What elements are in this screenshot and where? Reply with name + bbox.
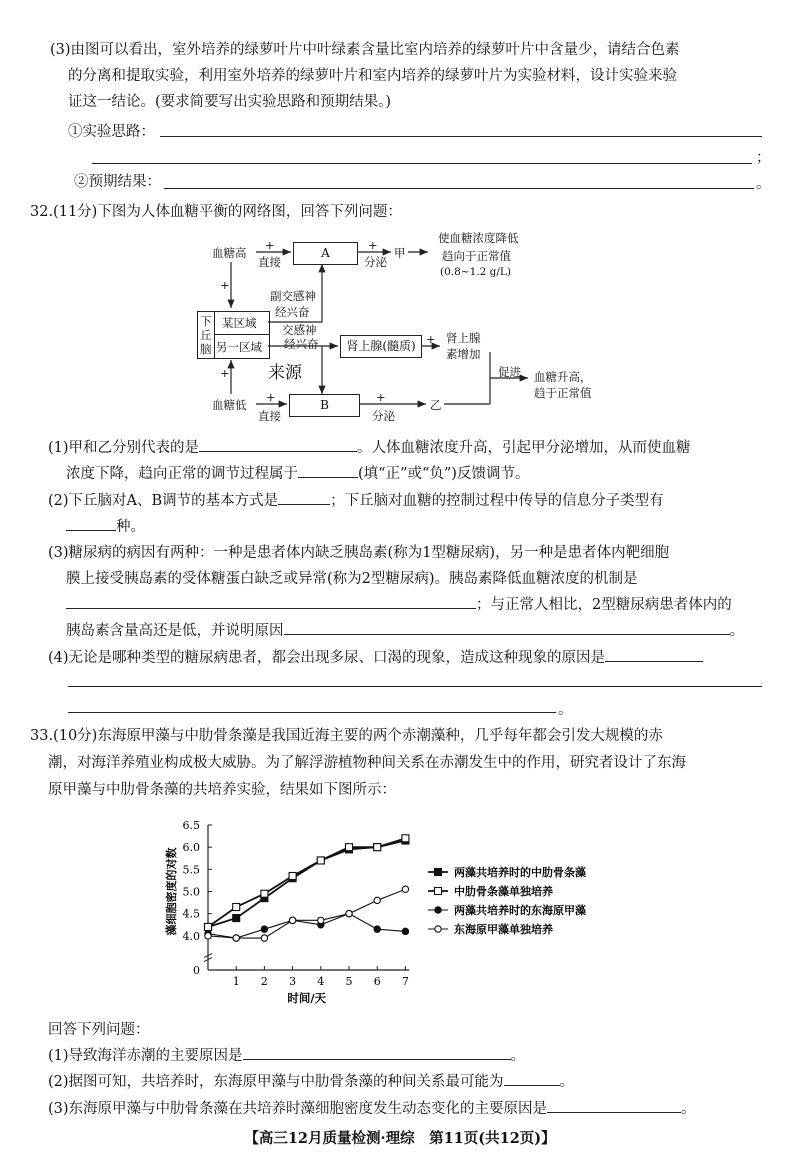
diagram-result-top-3: (0.8~1.2 g/L) (440, 266, 511, 278)
diagram-box-a: A (293, 242, 358, 265)
data-point-series-1 (346, 844, 353, 851)
diagram-adrenal-inc-2: 素增加 (446, 347, 481, 361)
q31-3-line1: (3)由图可以看出，室外培养的绿萝叶片中叶绿素含量比室内培养的绿萝叶片中含量少，请结合色素 (50, 42, 680, 58)
legend-label-1: 中肋骨条藻单独培养 (454, 885, 553, 898)
q32-p1-blank-1[interactable] (199, 437, 357, 452)
diagram-blood-high: 血糖高 (212, 246, 247, 260)
series-line-1 (208, 838, 405, 927)
legend-marker-1 (435, 888, 442, 895)
q32-p1-c: 浓度下降，趋向正常的调节过程属于 (66, 466, 298, 482)
diagram-plus-3: + (220, 278, 230, 292)
data-point-series-2 (402, 928, 408, 934)
q32-p2-a: (2)下丘脑对A、B调节的基本方式是 (48, 493, 279, 509)
legend-marker-3 (435, 926, 441, 932)
diagram-box-b: B (289, 394, 360, 417)
q32-p1-line2 (66, 462, 529, 483)
q32-p1-blank-2[interactable] (298, 463, 358, 478)
q32-p4-blank-2[interactable] (68, 686, 762, 687)
q31-3-semicolon: ； (756, 150, 771, 166)
q33-line1: 33.(10分)东海原甲藻与中肋骨条藻是我国近海主要的两个赤潮藻种，几乎每年都会引发大规模的赤 (30, 728, 663, 744)
algae-density-chart (0, 815, 800, 1015)
diagram-blood-low: 血糖低 (212, 398, 247, 412)
q32-p4-end: 。 (558, 702, 573, 718)
diagram-plus-1: + (265, 238, 275, 252)
blood-glucose-diagram (0, 0, 800, 430)
q32-heading: 32.(11分)下图为人体血糖平衡的网络图，回答下列问题： (30, 204, 402, 220)
data-point-series-3 (205, 933, 211, 939)
diagram-plus-4: + (426, 332, 436, 346)
q32-p3-blank-1[interactable] (66, 594, 476, 609)
data-point-series-3 (346, 910, 352, 916)
q32-p2-b: ；下丘脑对血糖的控制过程中传导的信息分子类型有 (330, 493, 664, 509)
data-point-series-3 (261, 935, 267, 941)
y-axis-label: 藻细胞密度的对数 (165, 847, 178, 936)
q33-line2: 潮，对海洋养殖业构成极大威胁。为了解浮游植物种间关系在赤潮发生中的作用，研究者设计了东海 (48, 755, 686, 771)
q32-p2-blank-2[interactable] (66, 516, 116, 531)
diagram-sym-2: 经兴奋 (284, 337, 319, 351)
diagram-result-bottom-1: 血糖升高， (534, 370, 592, 384)
diagram-arrows (0, 0, 800, 430)
q32-p3-e: 。 (729, 623, 744, 639)
legend-label-0: 两藻共培养时的中肋骨条藻 (454, 866, 586, 879)
q33-answer-intro: 回答下列问题： (48, 1022, 150, 1038)
diagram-region-1: 某区域 (222, 316, 257, 330)
q32-p3-line2: 膜上接受胰岛素的受体糖蛋白缺乏或异常(称为2型糖尿病)。胰岛素降低血糖浓度的机制是 (66, 571, 638, 587)
q33-a1-line (48, 1044, 525, 1065)
diagram-watermark: 来源 (268, 363, 302, 383)
q32-p3-d: 胰岛素含量高还是低，并说明原因 (66, 623, 284, 639)
data-point-series-1 (317, 857, 324, 864)
q31-3-line2: 的分离和提取实验，利用室外培养的绿萝叶片和室内培养的绿萝叶片为实验材料，设计实验来验 (68, 68, 677, 84)
diagram-secrete-2: 分泌 (372, 409, 395, 423)
q32-p3-line3 (66, 593, 732, 614)
legend-label-2: 两藻共培养时的东海原甲藻 (454, 904, 586, 917)
q32-p2-blank-1[interactable] (278, 490, 330, 505)
q32-p4-a: (4)无论是哪种类型的糖尿病患者，都会出现多尿、口渴的现象，造成这种现象的原因是 (48, 650, 606, 666)
y-tick-label: 6.0 (182, 841, 200, 855)
diagram-hypo-2: 丘 (200, 328, 212, 342)
diagram-hypo-3: 脑 (200, 342, 212, 356)
data-point-series-1 (205, 923, 212, 930)
q31-3-line3: 证这一结论。(要求简要写出实验思路和预期结果。) (68, 94, 392, 110)
q31-3-result-label: ②预期结果： (74, 174, 161, 190)
x-axis-label: 时间/天 (287, 991, 327, 1005)
q33-a3-line (48, 1097, 696, 1118)
q32-p3-blank-2[interactable] (284, 620, 730, 635)
data-point-series-1 (402, 835, 409, 842)
x-tick-label: 4 (317, 975, 325, 988)
q32-p4-line1 (48, 646, 703, 667)
x-tick-label: 5 (345, 975, 353, 988)
data-point-series-3 (233, 935, 239, 941)
page-footer: 【高三12月质量检测·理综 第11页(共12页)】 (244, 1130, 556, 1147)
q32-p1-line1 (48, 436, 691, 457)
q33-a2: (2)据图可知，共培养时，东海原甲藻与中肋骨条藻的种间关系最可能为 (48, 1074, 504, 1090)
diagram-result-top-2: 趋向于正常值 (442, 249, 511, 263)
x-tick-label: 6 (373, 975, 381, 988)
q31-3-period: 。 (756, 176, 771, 192)
diagram-plus-7: + (376, 390, 386, 404)
q33-a3: (3)东海原甲藻与中肋骨条藻在共培养时藻细胞密度发生动态变化的主要原因是 (48, 1101, 548, 1117)
diagram-hypothalamus (197, 311, 270, 359)
q32-p3-line1: (3)糖尿病的病因有两种：一种是患者体内缺乏胰岛素(称为1型糖尿病)，另一种是患者体内靶细胞 (48, 545, 670, 561)
q33-a1: (1)导致海洋赤潮的主要原因是 (48, 1048, 243, 1064)
data-point-series-2 (261, 926, 267, 932)
q33-a2-line (48, 1070, 574, 1091)
diagram-promote: 促进 (498, 365, 521, 379)
data-point-series-3 (402, 886, 408, 892)
diagram-direct-2: 直接 (258, 409, 281, 423)
q33-line3: 原甲藻与中肋骨条藻的共培养实验，结果如下图所示： (48, 782, 396, 798)
legend-label-3: 东海原甲藻单独培养 (454, 923, 553, 936)
diagram-jia: 甲 (394, 246, 406, 260)
diagram-parasym-2: 经兴奋 (275, 305, 310, 319)
data-point-series-1 (261, 890, 268, 897)
q32-p2-line2 (66, 515, 145, 536)
q32-p4-blank-1[interactable] (605, 647, 703, 662)
diagram-yi: 乙 (430, 398, 442, 412)
y-tick-label: 5.5 (182, 863, 200, 877)
data-point-series-3 (318, 917, 324, 923)
data-point-series-1 (289, 872, 296, 879)
q33-a3-end: 。 (681, 1101, 696, 1117)
diagram-parasym-1: 副交感神 (270, 289, 316, 303)
data-point-series-3 (289, 917, 295, 923)
diagram-sym-1: 交感神 (282, 323, 317, 337)
data-point-series-3 (374, 897, 380, 903)
q32-p1-a: (1)甲和乙分别代表的是 (48, 440, 200, 456)
y-tick-label: 4.0 (182, 929, 200, 943)
diagram-adrenal-inc-1: 肾上腺 (446, 331, 481, 345)
x-tick-label: 2 (260, 975, 268, 988)
q32-p2-line1 (48, 489, 664, 510)
q33-a2-blank[interactable] (504, 1071, 560, 1086)
data-point-series-2 (374, 926, 380, 932)
series-line-0 (208, 841, 405, 927)
diagram-plus-2: + (368, 238, 378, 252)
diagram-result-top-1: 使血糖浓度降低 (438, 231, 519, 245)
q33-a2-end: 。 (559, 1074, 575, 1090)
q33-a1-blank[interactable] (243, 1045, 511, 1060)
q32-p4-blank-3[interactable] (68, 712, 556, 713)
q33-a1-end: 。 (510, 1048, 526, 1064)
diagram-adrenal-box: 肾上腺(髓质) (340, 335, 422, 358)
data-point-series-1 (233, 904, 240, 911)
diagram-result-bottom-2: 趋于正常值 (534, 386, 592, 400)
q31-3-idea-label: ①实验思路： (68, 124, 155, 140)
legend-marker-0 (435, 869, 442, 876)
y-tick-label: 4.5 (182, 907, 200, 921)
x-tick-label: 1 (232, 975, 240, 988)
diagram-region-divider (214, 334, 269, 335)
q32-p3-c: ；与正常人相比，2型糖尿病患者体内的 (476, 597, 732, 613)
data-point-series-1 (374, 844, 381, 851)
x-tick-label: 7 (401, 975, 409, 988)
diagram-direct-1: 直接 (258, 255, 281, 269)
diagram-hypothalamus-label (198, 312, 215, 358)
q32-p3-line4 (66, 619, 744, 640)
y-tick-label: 6.5 (182, 819, 200, 832)
diagram-secrete-1: 分泌 (364, 255, 387, 269)
diagram-hypo-1: 下 (200, 314, 212, 328)
legend-marker-2 (435, 907, 441, 913)
q33-a3-blank[interactable] (547, 1098, 681, 1113)
q32-p1-b: 。人体血糖浓度升高，引起甲分泌增加，从而使血糖 (357, 440, 691, 456)
diagram-plus-5: + (220, 366, 230, 380)
y-tick-label: 0 (193, 964, 200, 977)
diagram-region-2: 另一区域 (216, 340, 262, 354)
y-tick-label: 5.0 (182, 885, 200, 899)
q32-p2-c: 种。 (116, 519, 145, 535)
x-tick-label: 3 (289, 975, 297, 988)
diagram-plus-6: + (266, 390, 276, 404)
data-point-series-0 (233, 915, 240, 922)
q32-p1-d: (填“正”或“负”)反馈调节。 (358, 466, 530, 482)
